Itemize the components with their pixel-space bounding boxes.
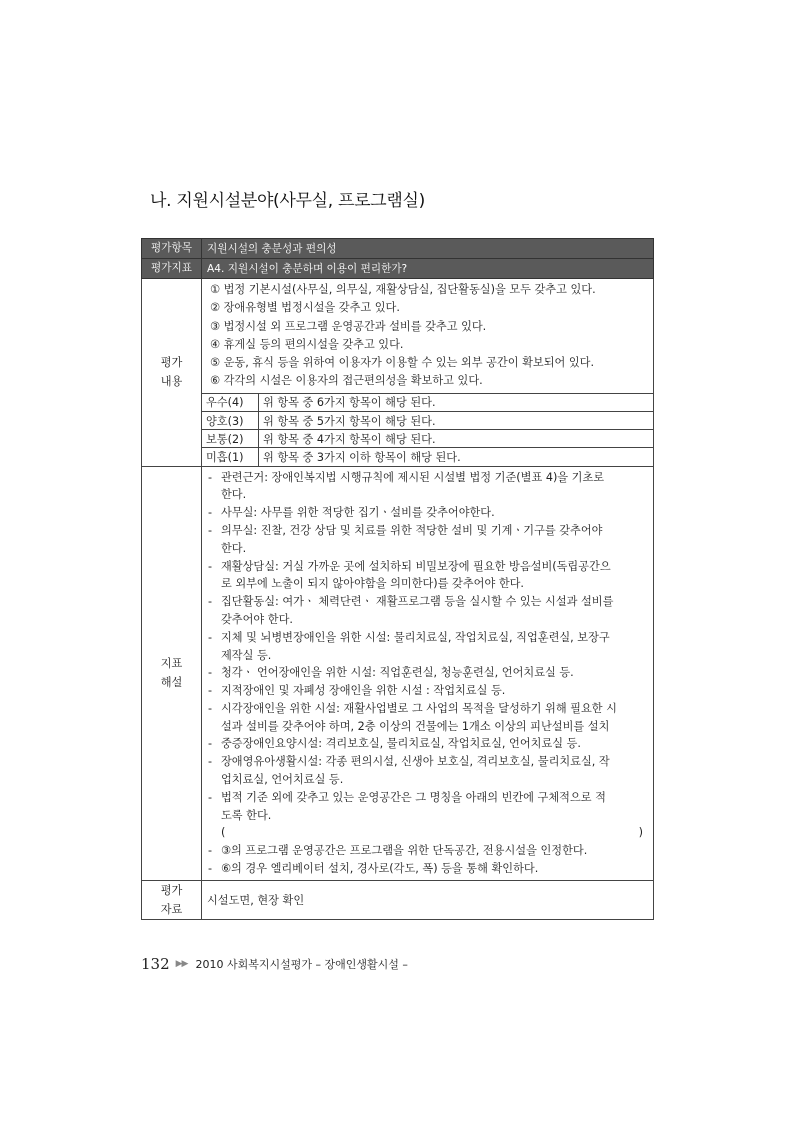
evaluation-material-label: 평가 자료 <box>142 880 202 919</box>
dash-marker: - <box>208 506 213 520</box>
indicator-explanation-cell <box>202 466 654 880</box>
explanation-item: - 중증장애인요양시설: 격리보호실, 물리치료실, 작업치료실, 언어치료실 등. <box>208 735 649 753</box>
evaluation-content-row <box>142 279 654 467</box>
dash-marker: - <box>208 523 213 537</box>
explanation-item-continuation: 제작실 등. <box>221 648 272 662</box>
dash-marker: - <box>208 790 213 804</box>
evaluation-indicator-label: 평가지표 <box>142 259 202 279</box>
dash-marker: - <box>208 595 213 609</box>
score-row <box>202 393 653 411</box>
evaluation-material-value: 시설도면, 현장 확인 <box>202 880 654 919</box>
dash-marker: - <box>208 470 213 484</box>
content-item: ⑤ 운동, 휴식 등을 위하여 이용자가 이용할 수 있는 외부 공간이 확보되어 있다. <box>210 356 595 370</box>
explanation-item: - 지체 및 뇌병변장애인을 위한 시설: 물리치료실, 작업치료실, 직업훈련실, 보장구 <box>208 629 649 647</box>
indicator-explanation-label: 지표 해설 <box>142 466 202 880</box>
explanation-item-continuation: 한다. <box>221 541 247 555</box>
explanation-item: - 시각장애인을 위한 시설: 재활사업별로 그 사업의 목적을 달성하기 위해 필요한 시 <box>208 700 649 718</box>
explanation-item: - 의무실: 진찰, 건강 상담 및 치료를 위한 적당한 설비 및 기계ㆍ기구를 갖추어야 <box>208 522 649 540</box>
score-row <box>202 448 653 466</box>
score-grade: 양호(3) <box>202 411 259 429</box>
explanation-item-continuation: 갖추어야 한다. <box>221 612 293 626</box>
evaluation-item-row <box>142 239 654 259</box>
score-row <box>202 411 653 429</box>
dash-marker: - <box>208 559 213 573</box>
evaluation-item-value: 지원시설의 충분성과 편의성 <box>202 239 654 259</box>
score-row <box>202 430 653 448</box>
evaluation-content-cell <box>202 279 654 467</box>
blank-parenthesis: ( ) <box>221 826 643 840</box>
dash-marker: - <box>208 701 213 715</box>
arrow-icon: ▶▶ <box>175 959 188 969</box>
dash-marker: - <box>208 666 213 680</box>
dash-marker: - <box>208 737 213 751</box>
explanation-item: - 사무실: 사무를 위한 적당한 집기ㆍ설비를 갖추어야한다. <box>208 504 649 522</box>
explanation-tail-list <box>208 842 649 878</box>
content-item: ③ 법정시설 외 프로그램 운영공간과 설비를 갖추고 있다. <box>210 319 487 333</box>
explanation-item-continuation: 업치료실, 언어치료실 등. <box>221 773 344 787</box>
explanation-item: - 청각ㆍ 언어장애인을 위한 시설: 직업훈련실, 청능훈련실, 언어치료실 등. <box>208 664 649 682</box>
dash-marker: - <box>208 630 213 644</box>
content-item: ④ 휴게실 등의 편의시설을 갖추고 있다. <box>210 337 404 351</box>
explanation-item-continuation: 도록 한다. <box>221 808 272 822</box>
dash-marker: - <box>208 862 213 876</box>
explanation-item: - 집단활동실: 여가ㆍ 체력단련ㆍ 재활프로그램 등을 실시할 수 있는 시설과 설비를 <box>208 593 649 611</box>
content-item: ⑥ 각각의 시설은 이용자의 접근편의성을 확보하고 있다. <box>210 374 483 388</box>
evaluation-table <box>141 238 654 920</box>
explanation-item-continuation: 한다. <box>221 488 247 502</box>
evaluation-content-label: 평가 내용 <box>142 279 202 467</box>
page-number: 132 <box>141 955 170 973</box>
evaluation-material-row <box>142 880 654 919</box>
dash-marker: - <box>208 755 213 769</box>
explanation-item: - 법적 기준 외에 갖추고 있는 운영공간은 그 명칭을 아래의 빈칸에 구체적으로 적 <box>208 789 649 807</box>
evaluation-item-label: 평가항목 <box>142 239 202 259</box>
section-title: 나. 지원시설분야(사무실, 프로그램실) <box>150 191 425 211</box>
content-item-list <box>202 279 653 393</box>
explanation-item: - 재활상담실: 거실 가까운 곳에 설치하되 비밀보장에 필요한 방음설비(독립공간으 <box>208 558 649 576</box>
score-description: 위 항목 중 3가지 이하 항목이 해당 된다. <box>259 448 654 466</box>
page-footer <box>141 955 408 973</box>
dash-marker: - <box>208 684 213 698</box>
content-item: ① 법정 기본시설(사무실, 의무실, 재활상담실, 집단활동실)을 모두 갖추고 있다. <box>210 283 596 296</box>
evaluation-indicator-row <box>142 259 654 279</box>
score-grade: 우수(4) <box>202 393 259 411</box>
explanation-list <box>208 469 649 825</box>
score-table <box>202 393 653 466</box>
content-item: ② 장애유형별 법정시설을 갖추고 있다. <box>210 301 400 315</box>
score-description: 위 항목 중 6가지 항목이 해당 된다. <box>259 393 654 411</box>
footer-title: 2010 사회복지시설평가 – 장애인생활시설 – <box>195 958 408 971</box>
explanation-tail-item: - ③의 프로그램 운영공간은 프로그램을 위한 단독공간, 전용시설을 인정한다. <box>208 842 649 860</box>
explanation-item: - 지적장애인 및 자폐성 장애인을 위한 시설 : 작업치료실 등. <box>208 682 649 700</box>
explanation-item-continuation: 설과 설비를 갖추어야 하며, 2층 이상의 건물에는 1개소 이상의 피난설비를 설치 <box>221 719 610 733</box>
explanation-item-continuation: 로 외부에 노출이 되지 않아야함을 의미한다)를 갖추어야 한다. <box>221 577 524 591</box>
indicator-explanation-row <box>142 466 654 880</box>
evaluation-indicator-value: A4. 지원시설이 충분하며 이용이 편리한가? <box>202 259 654 279</box>
score-description: 위 항목 중 4가지 항목이 해당 된다. <box>259 430 654 448</box>
explanation-item: - 관련근거: 장애인복지법 시행규칙에 제시된 시설별 법정 기준(별표 4)을 기초로 <box>208 469 649 487</box>
score-grade: 보통(2) <box>202 430 259 448</box>
explanation-tail-item: - ⑥의 경우 엘리베이터 설치, 경사로(각도, 폭) 등을 통해 확인하다. <box>208 860 649 878</box>
explanation-item: - 장애영유아생활시설: 각종 편의시설, 신생아 보호실, 격리보호실, 물리치료실, 작 <box>208 753 649 771</box>
score-description: 위 항목 중 5가지 항목이 해당 된다. <box>259 411 654 429</box>
dash-marker: - <box>208 844 213 858</box>
score-grade: 미흡(1) <box>202 448 259 466</box>
